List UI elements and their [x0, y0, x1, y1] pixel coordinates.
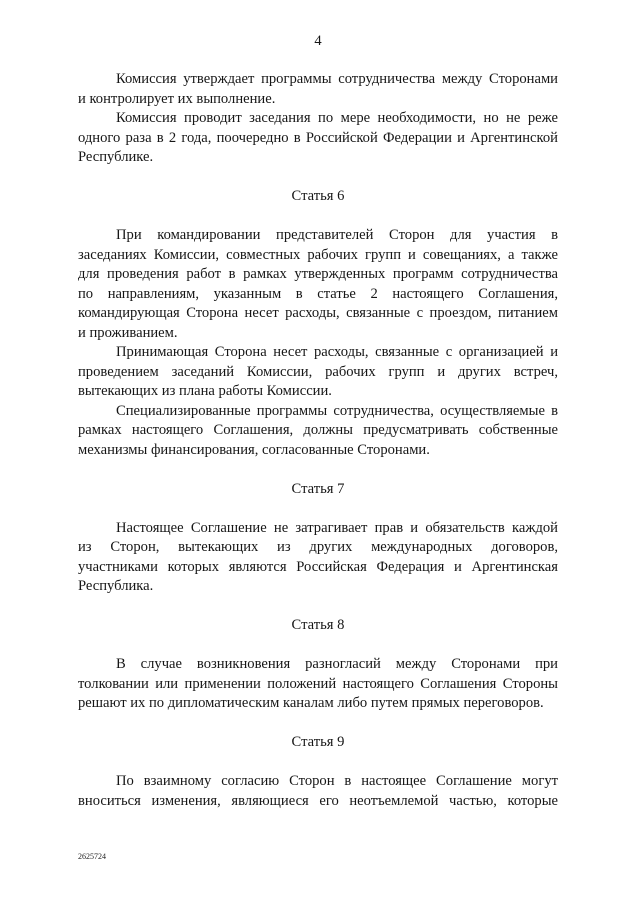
paragraph-line: механизмы финансирования, согласованные Сторонами. [78, 441, 430, 458]
article-heading: Статья 7 [291, 480, 345, 497]
paragraph [78, 343, 558, 402]
paragraph-line: решают их по дипломатическим каналам либо путем прямых переговоров. [78, 695, 544, 711]
paragraph [78, 70, 558, 109]
paragraph-line: толковании или применении положений настоящего Соглашения Стороны [78, 675, 558, 692]
paragraph-line: одного раза в 2 года, поочередно в Российской Федерации и Аргентинской [78, 129, 558, 146]
paragraph-line: вытекающих из плана работы Комиссии. [78, 383, 332, 399]
article-heading: Статья 8 [291, 617, 345, 633]
paragraph-line: Комиссия утверждает программы сотрудничества между Сторонами [116, 71, 558, 87]
paragraph-line: участниками которых являются Российская Федерация и Аргентинская [78, 558, 558, 575]
document-body [78, 70, 558, 811]
paragraph-line: В случае возникновения разногласий между Сторонами при [116, 656, 558, 672]
paragraph-line: для проведения работ в рамках утвержденных программ сотрудничества [78, 266, 558, 282]
paragraph-line: вноситься изменения, являющиеся его неотъемлемой частью, которые [78, 792, 558, 809]
paragraph-line: Комиссия проводит заседания по мере необходимости, но не реже [116, 110, 558, 126]
paragraph-line: рамках настоящего Соглашения, должны предусматривать собственные [78, 422, 558, 438]
paragraph [78, 402, 558, 461]
paragraph-line: и проживанием. [78, 324, 178, 341]
paragraph [78, 519, 558, 597]
paragraph-line: и контролирует их выполнение. [78, 90, 276, 107]
article-heading: Статья 6 [291, 188, 345, 204]
page-number: 4 [314, 33, 322, 49]
paragraph [78, 772, 558, 811]
paragraph-line: из Сторон, вытекающих из других международных договоров, [78, 539, 558, 555]
paragraph-line: по направлениям, указанным в статье 2 настоящего Соглашения, [78, 285, 558, 302]
paragraph [78, 655, 558, 714]
document-code: 2625724 [78, 852, 106, 861]
paragraph-line: проведением заседаний Комиссии, рабочих групп и других встреч, [78, 363, 558, 380]
paragraph-line: Принимающая Сторона несет расходы, связанные с организацией и [116, 344, 558, 360]
paragraph-line: заседаниях Комиссии, совместных рабочих групп и совещаниях, а также [78, 246, 558, 263]
paragraph-line: командирующая Сторона несет расходы, связанные с проездом, питанием [78, 305, 558, 321]
paragraph-line: Республике. [78, 149, 154, 165]
paragraph [78, 109, 558, 168]
paragraph-line: Настоящее Соглашение не затрагивает прав и обязательств каждой [116, 519, 558, 536]
paragraph-line: Специализированные программы сотрудничества, осуществляемые в [116, 402, 558, 419]
paragraph-line: По взаимному согласию Сторон в настоящее Соглашение могут [116, 773, 558, 789]
paragraph [78, 226, 558, 343]
article-heading: Статья 9 [291, 734, 345, 750]
paragraph-line: Республика. [78, 578, 154, 594]
paragraph-line: При командировании представителей Сторон для участия в [116, 227, 558, 243]
